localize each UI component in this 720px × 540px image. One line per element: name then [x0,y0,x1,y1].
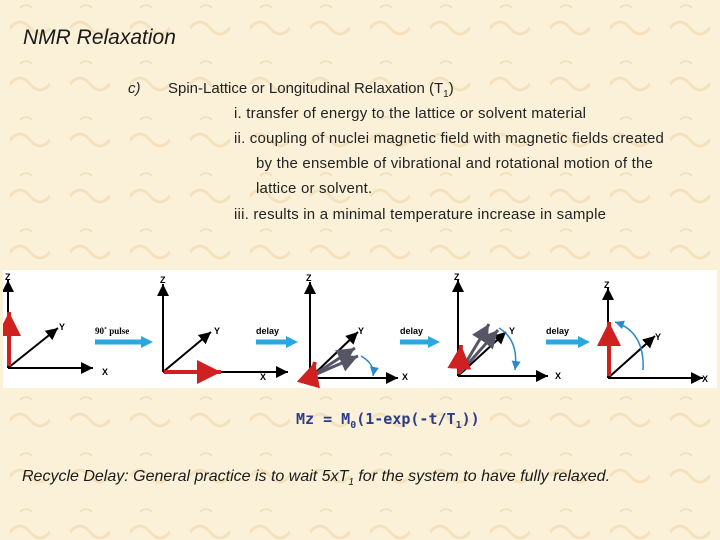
y-label-5: Y [655,332,662,342]
y-label-4: Y [509,326,516,336]
y-label-1: Y [59,322,66,332]
z-label-3: Z [306,273,312,283]
point-iii: iii. results in a minimal temperature increase in sample [234,206,607,223]
relaxation-diagram [3,270,717,388]
x-label-1: X [102,367,109,377]
point-ii-cont-1: by the ensemble of vibrational and rotational motion of the [256,155,654,172]
x-label-2: X [260,372,267,382]
item-label: c) [128,80,141,97]
step-label-1: 90˚ pulse [95,326,130,336]
footer-text-2: for the system to have fully relaxed. [353,468,611,485]
point-i: i. transfer of energy to the lattice or solvent material [234,105,587,122]
formula-sub-0: 0 [350,420,357,431]
z-label-2: Z [160,275,166,285]
formula-sub-1: 1 [455,420,462,431]
z-label-1: Z [5,272,11,282]
formula-part-3: )) [461,410,480,428]
point-ii-cont-2: lattice or solvent. [256,180,373,197]
x-label-3: X [402,372,409,382]
step-label-4: delay [546,326,570,336]
slide-title: NMR Relaxation [23,26,176,49]
point-ii: ii. coupling of nuclei magnetic field with magnetic fields created [234,130,665,147]
item-heading-close: ) [448,80,454,97]
z-label-4: Z [454,272,460,282]
y-label-3: Y [358,326,365,336]
item-heading-sub: 1 [443,89,449,100]
step-label-3: delay [400,326,424,336]
x-label-5: X [702,374,709,384]
step-label-2: delay [256,326,280,336]
z-label-5: Z [604,280,610,290]
recycle-delay-note [22,468,610,488]
relaxation-formula [296,410,480,431]
formula-part-1: Mz = M [296,410,351,428]
formula-part-2: (1-exp(-t/T [356,410,456,428]
footer-text-1: Recycle Delay: General practice is to wait 5xT [22,468,349,485]
item-heading-text: Spin-Lattice or Longitudinal Relaxation (T [168,80,444,97]
x-label-4: X [555,371,562,381]
footer-sub: 1 [348,477,354,489]
item-heading [168,80,454,100]
y-label-2: Y [214,326,221,336]
